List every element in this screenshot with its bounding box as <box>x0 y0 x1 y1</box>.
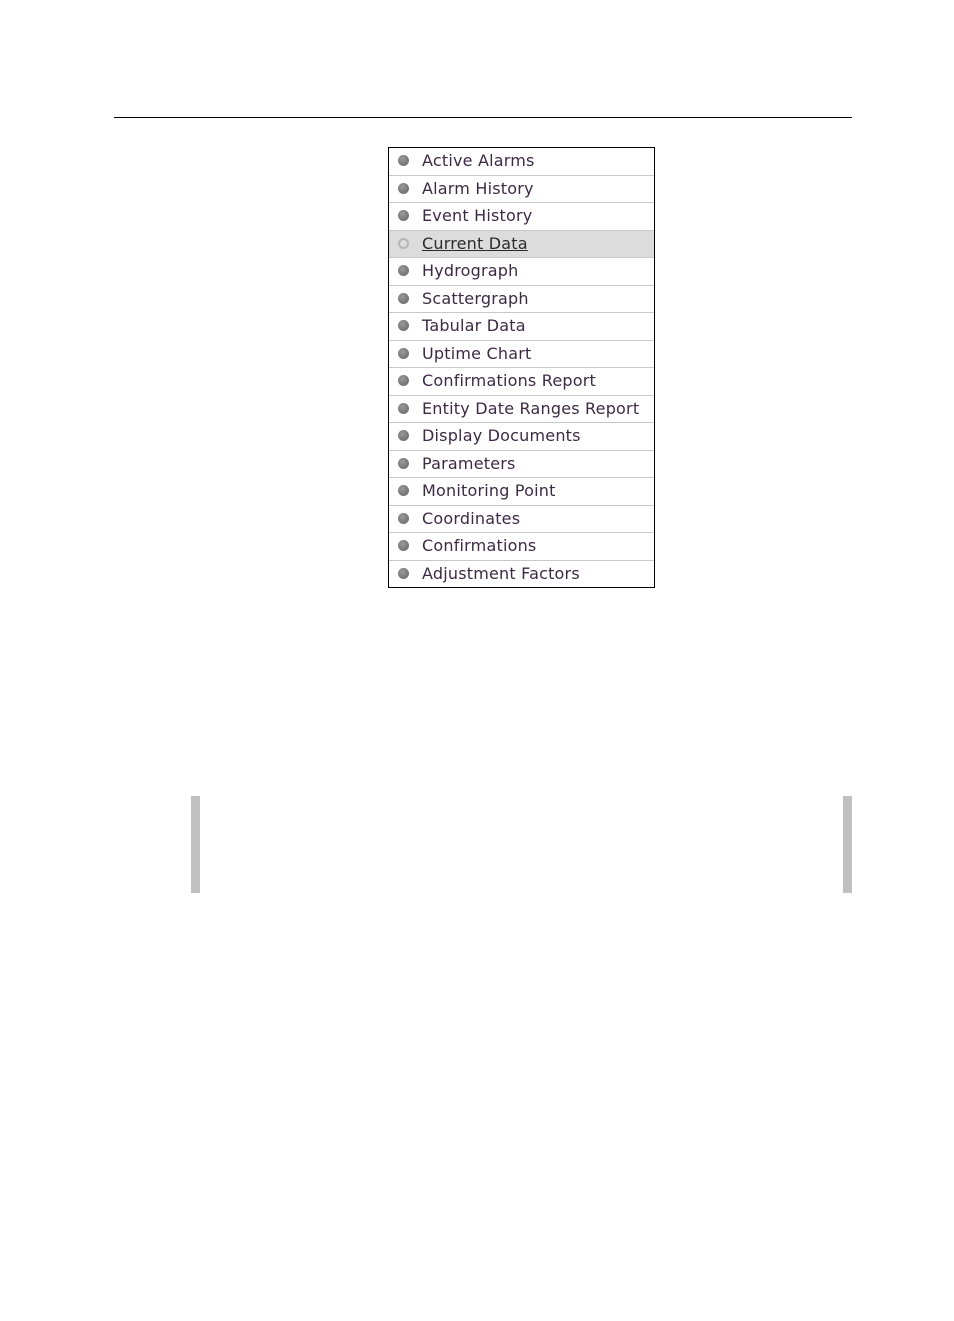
menu-item-label: Display Documents <box>422 426 581 446</box>
menu-item-label: Confirmations Report <box>422 371 596 391</box>
bullet-dot-icon <box>398 513 409 524</box>
menu-item-active-alarms[interactable] <box>389 148 654 176</box>
bullet-dot-icon <box>398 348 409 359</box>
bullet-dot-icon <box>398 293 409 304</box>
menu-item-parameters[interactable] <box>389 451 654 479</box>
menu-item-label: Parameters <box>422 453 516 473</box>
bullet-dot-icon <box>398 485 409 496</box>
menu-item-label: Event History <box>422 206 533 226</box>
menu-item-monitoring-point[interactable] <box>389 478 654 506</box>
menu-item-uptime-chart[interactable] <box>389 341 654 369</box>
bullet-dot-icon <box>398 458 409 469</box>
menu-item-confirmations-report[interactable] <box>389 368 654 396</box>
menu-item-current-data[interactable] <box>389 231 654 259</box>
menu-item-label: Confirmations <box>422 536 537 556</box>
bullet-dot-icon <box>398 183 409 194</box>
menu-item-label: Active Alarms <box>422 151 535 171</box>
bullet-ring-icon <box>398 238 409 249</box>
bullet-dot-icon <box>398 155 409 166</box>
menu-item-label: Entity Date Ranges Report <box>422 398 640 418</box>
bullet-dot-icon <box>398 265 409 276</box>
menu-item-label: Monitoring Point <box>422 481 556 501</box>
bullet-dot-icon <box>398 320 409 331</box>
context-menu <box>388 147 655 588</box>
note-box-left-bar <box>191 796 200 893</box>
bullet-dot-icon <box>398 403 409 414</box>
bullet-dot-icon <box>398 540 409 551</box>
menu-item-scattergraph[interactable] <box>389 286 654 314</box>
menu-item-label: Scattergraph <box>422 288 529 308</box>
menu-item-label: Uptime Chart <box>422 343 532 363</box>
menu-item-label: Alarm History <box>422 178 534 198</box>
menu-item-event-history[interactable] <box>389 203 654 231</box>
menu-item-hydrograph[interactable] <box>389 258 654 286</box>
top-divider <box>114 117 852 118</box>
menu-item-label: Tabular Data <box>422 316 526 336</box>
menu-item-label: Coordinates <box>422 508 521 528</box>
menu-item-label: Adjustment Factors <box>422 563 580 583</box>
bullet-dot-icon <box>398 430 409 441</box>
menu-item-label: Hydrograph <box>422 261 519 281</box>
menu-item-label: Current Data <box>422 233 528 253</box>
bullet-dot-icon <box>398 568 409 579</box>
menu-item-entity-date-ranges-report[interactable] <box>389 396 654 424</box>
bullet-dot-icon <box>398 210 409 221</box>
menu-item-alarm-history[interactable] <box>389 176 654 204</box>
menu-item-coordinates[interactable] <box>389 506 654 534</box>
menu-item-display-documents[interactable] <box>389 423 654 451</box>
menu-item-adjustment-factors[interactable] <box>389 561 654 588</box>
menu-item-confirmations[interactable] <box>389 533 654 561</box>
bullet-dot-icon <box>398 375 409 386</box>
menu-item-tabular-data[interactable] <box>389 313 654 341</box>
note-box-right-bar <box>843 796 852 893</box>
